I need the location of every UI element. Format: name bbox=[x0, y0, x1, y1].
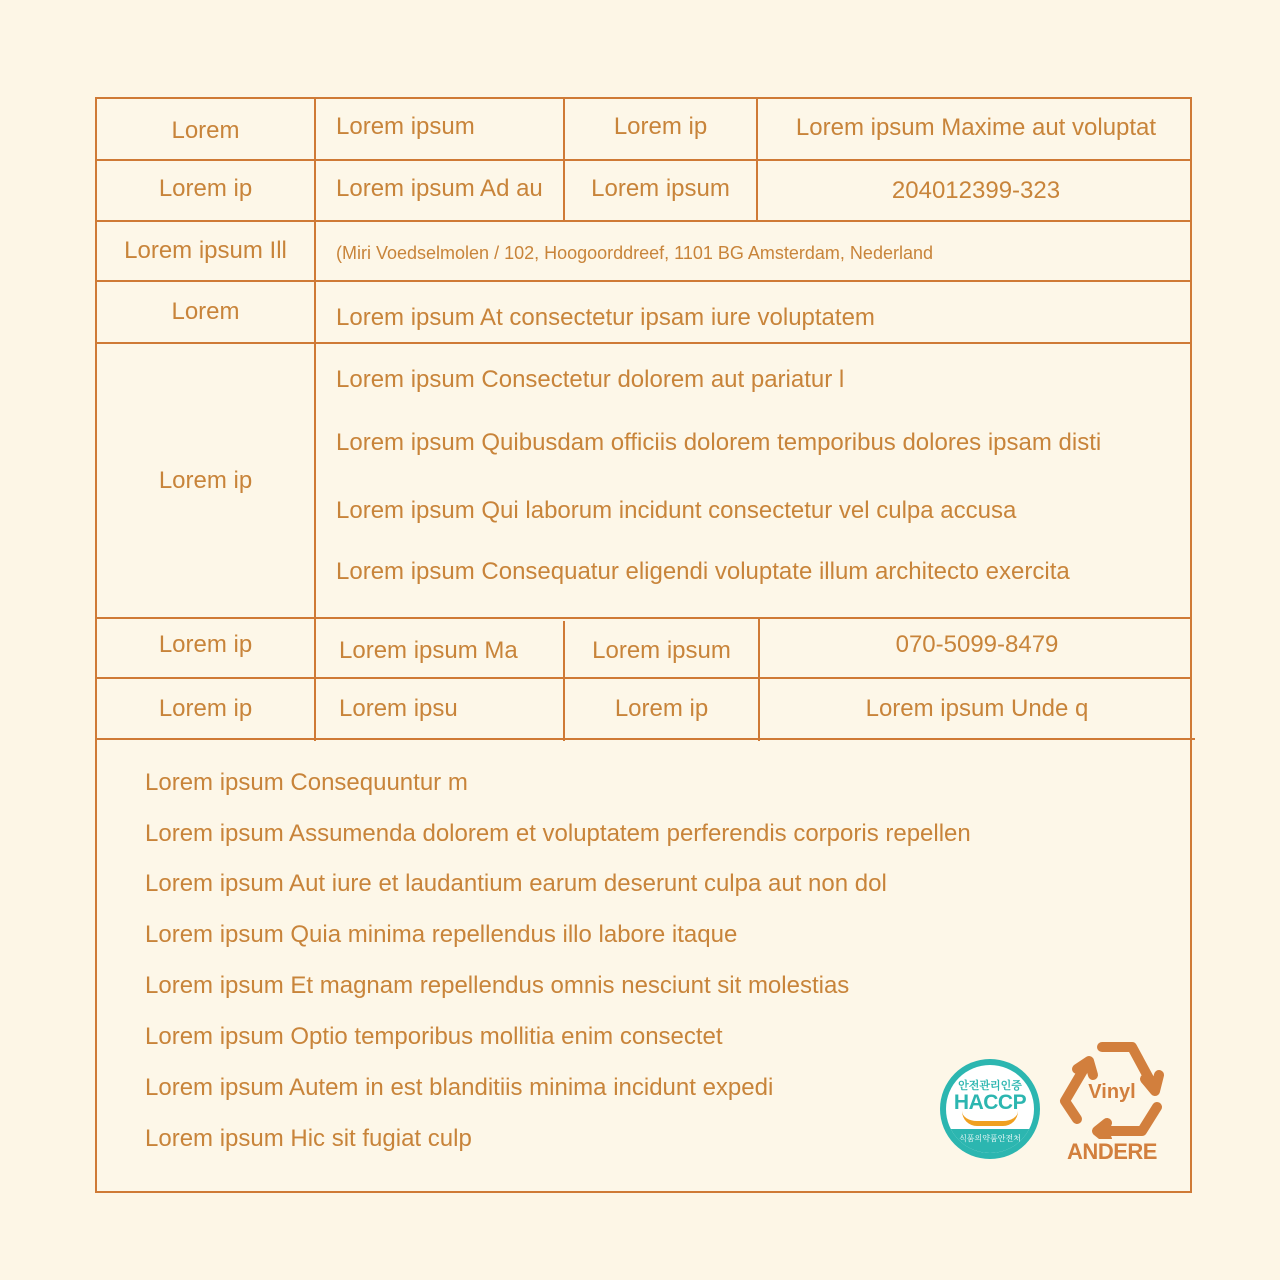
row1-value1: Lorem ipsum bbox=[336, 113, 475, 140]
row7-label: Lorem ip bbox=[158, 694, 253, 722]
vinyl-label: Vinyl bbox=[1088, 1081, 1136, 1103]
row7-value2: Lorem ipsum Unde q bbox=[865, 694, 1089, 722]
row7-value1: Lorem ipsu bbox=[339, 694, 458, 722]
row5-line: Lorem ipsum Qui laborum incidunt consectetur vel culpa accusa bbox=[336, 497, 1017, 524]
row5-line: Lorem ipsum Consequatur eligendi voluptate illum architecto exercita bbox=[336, 558, 1070, 585]
row2-label: Lorem ip bbox=[158, 174, 253, 202]
row-divider bbox=[97, 738, 1195, 740]
row3-label: Lorem ipsum Ill bbox=[124, 237, 287, 264]
note-line: Lorem ipsum Consequuntur m bbox=[145, 769, 468, 796]
row2-value2: 204012399-323 bbox=[891, 176, 1061, 204]
row1-label: Lorem bbox=[171, 117, 240, 144]
phone-value: 070-5099-8479 bbox=[895, 631, 1059, 658]
row2-label2: Lorem ipsum bbox=[591, 174, 730, 202]
haccp-top-text: 안전관리인증 bbox=[958, 1080, 1022, 1092]
note-line: Lorem ipsum Hic sit fugiat culp bbox=[145, 1125, 472, 1152]
row5-line: Lorem ipsum Consectetur dolorem aut pariatur l bbox=[336, 366, 845, 393]
note-line: Lorem ipsum Assumenda dolorem et voluptatem perferendis corporis repellen bbox=[145, 820, 971, 847]
row5-label: Lorem ip bbox=[158, 466, 253, 494]
row5-list bbox=[316, 344, 1192, 617]
note-line: Lorem ipsum Quia minima repellendus illo labore itaque bbox=[145, 921, 738, 948]
row1-value2: Lorem ipsum Maxime aut voluptat bbox=[795, 114, 1157, 141]
haccp-bottom-text: 식품의약품안전처 bbox=[946, 1129, 1034, 1153]
address-value: (Miri Voedselmolen / 102, Hoogoorddreef, 1101 BG Amsterdam, Nederland bbox=[336, 242, 933, 263]
product-info-sheet bbox=[95, 97, 1192, 1193]
note-line: Lorem ipsum Aut iure et laudantium earum deserunt culpa aut non dol bbox=[145, 870, 887, 897]
row4-value: Lorem ipsum At consectetur ipsam iure voluptatem bbox=[336, 304, 875, 331]
note-line: Lorem ipsum Optio temporibus mollitia enim consectet bbox=[145, 1023, 723, 1050]
row6-value1: Lorem ipsum Ma bbox=[339, 637, 518, 664]
vinyl-recycle-icon bbox=[1057, 1039, 1167, 1169]
note-line: Lorem ipsum Autem in est blanditiis minima incidunt expedi bbox=[145, 1074, 774, 1101]
haccp-smile-shape bbox=[962, 1111, 1018, 1126]
row2-value1: Lorem ipsum Ad au bbox=[336, 174, 543, 202]
haccp-certification-icon bbox=[940, 1059, 1040, 1159]
andere-label: ANDERE bbox=[1067, 1139, 1157, 1164]
row6-label: Lorem ip bbox=[158, 631, 253, 658]
row1-label2: Lorem ip bbox=[613, 113, 708, 140]
row7-label2: Lorem ip bbox=[614, 694, 709, 722]
row6-label2: Lorem ipsum bbox=[592, 637, 731, 664]
row4-label: Lorem bbox=[171, 298, 240, 325]
haccp-main-text: HACCP bbox=[953, 1091, 1027, 1114]
row5-line: Lorem ipsum Quibusdam officiis dolorem temporibus dolores ipsam disti bbox=[336, 429, 1102, 456]
note-line: Lorem ipsum Et magnam repellendus omnis nesciunt sit molestias bbox=[145, 972, 850, 999]
